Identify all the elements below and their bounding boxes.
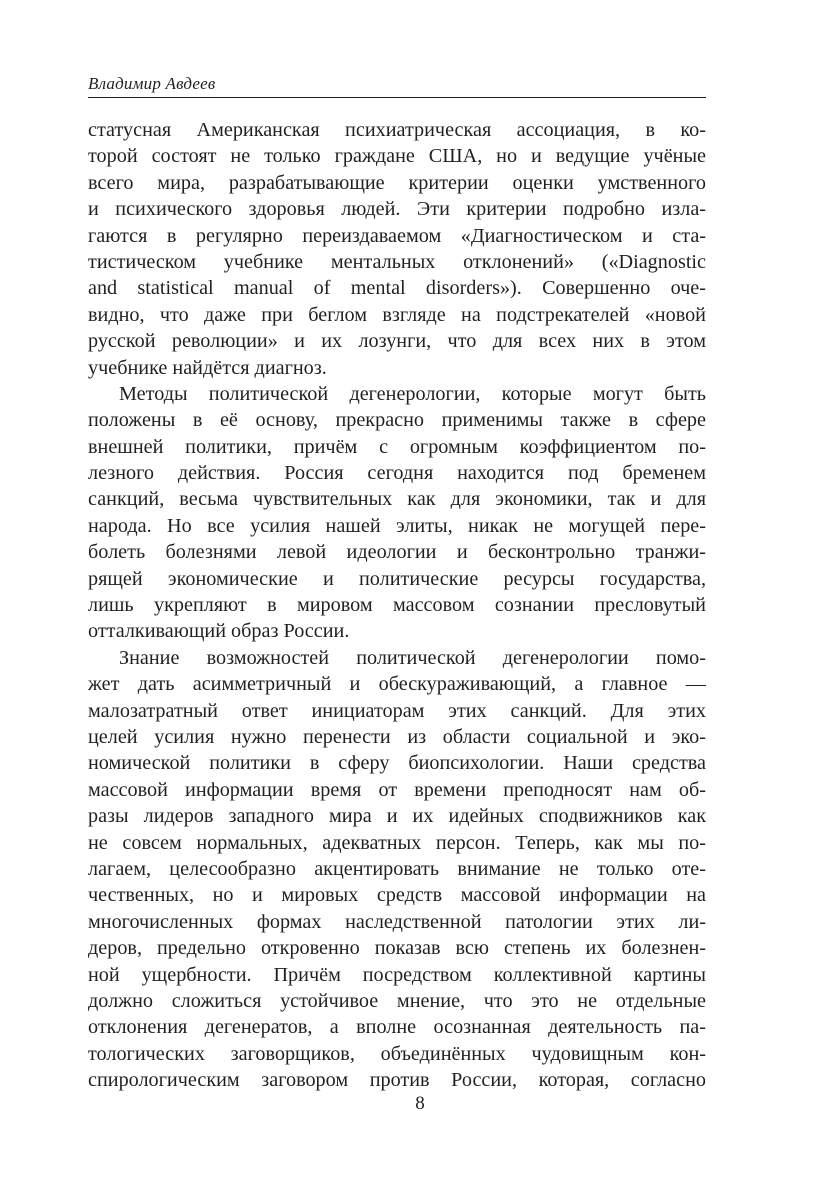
text-line: Методы политической дегенерологии, которые могут быть [119, 382, 706, 405]
text-line: чественных, но и мировых средств массовой информации на [88, 884, 706, 907]
text-line: целей усилия нужно перенести из области социальной и эко- [88, 725, 706, 748]
text-line: народа. Но все усилия нашей элиты, никак не могущей пере- [88, 514, 706, 537]
text-line: торой состоят не только граждане США, но и ведущие учёные [88, 145, 706, 168]
text-line: должно сложиться устойчивое мнение, что это не отдельные [88, 989, 706, 1012]
text-line: номической политики в сферу биопсихологии. Наши средства [88, 752, 706, 775]
text-line: статусная Американская психиатрическая ассоциация, в ко- [88, 119, 706, 141]
text-line: русской революции» и их лозунги, что для всех них в этом [88, 330, 706, 353]
text-line: лишь укрепляют в мировом массовом сознании пресловутый [88, 594, 706, 617]
text-line: гаются в регулярно переиздаваемом «Диагностическом и ста- [88, 224, 706, 247]
text-line: не совсем нормальных, адекватных персон. Теперь, как мы по- [88, 831, 706, 854]
text-line: массовой информации время от времени преподносят нам об- [88, 778, 706, 801]
text-line: лагаем, целесообразно акцентировать внимание не только оте- [88, 857, 706, 880]
text-line: Знание возможностей политической дегенерологии помо- [119, 646, 706, 669]
header-rule [88, 97, 706, 98]
text-line: спирологическим заговором против России, которая, согласно [88, 1069, 706, 1092]
text-line: ной ущербности. Причём посредством коллективной картины [88, 963, 706, 986]
text-line: отталкивающий образ России. [88, 620, 350, 643]
text-line: положены в её основу, прекрасно применимы также в сфере [88, 409, 706, 432]
text-line: лезного действия. Россия сегодня находится под бременем [88, 462, 706, 485]
text-line: рящей экономические и политические ресурсы государства, [88, 567, 706, 590]
text-line: внешней политики, причём с огромным коэффициентом по- [88, 435, 706, 458]
paragraph [88, 381, 706, 645]
paragraph [88, 117, 706, 381]
body-text [88, 117, 706, 1093]
text-line: and statistical manual of mental disorders»). Совершенно оче- [88, 277, 706, 300]
text-line: санкций, весьма чувствительных как для экономики, так и для [88, 488, 706, 511]
text-line: болеть болезнями левой идеологии и бесконтрольно транжи- [88, 541, 706, 564]
text-line: тологических заговорщиков, объединённых чудовищным кон- [88, 1042, 706, 1065]
text-line: многочисленных формах наследственной патологии этих ли- [88, 910, 706, 933]
text-line: и психического здоровья людей. Эти критерии подробно изла- [88, 198, 706, 221]
text-line: отклонения дегенератов, а вполне осознанная деятельность па- [88, 1016, 706, 1039]
text-line: учебнике найдётся диагноз. [88, 356, 327, 379]
running-head-author: Владимир Авдеев [88, 74, 216, 93]
text-line: малозатратный ответ инициаторам этих санкций. Для этих [88, 699, 706, 722]
text-line: всего мира, разрабатывающие критерии оценки умственного [88, 171, 706, 194]
paragraph [88, 645, 706, 1094]
text-line: тистическом учебнике ментальных отклонений» («Diagnostic [88, 250, 706, 273]
text-line: жет дать асимметричный и обескураживающий, а главное — [88, 673, 706, 696]
text-line: разы лидеров западного мира и их идейных сподвижников как [88, 805, 706, 828]
text-line: деров, предельно откровенно показав всю степень их болезнен- [88, 937, 706, 960]
page-number: 8 [415, 1093, 425, 1114]
text-line: видно, что даже при беглом взгляде на подстрекателей «новой [88, 303, 706, 326]
